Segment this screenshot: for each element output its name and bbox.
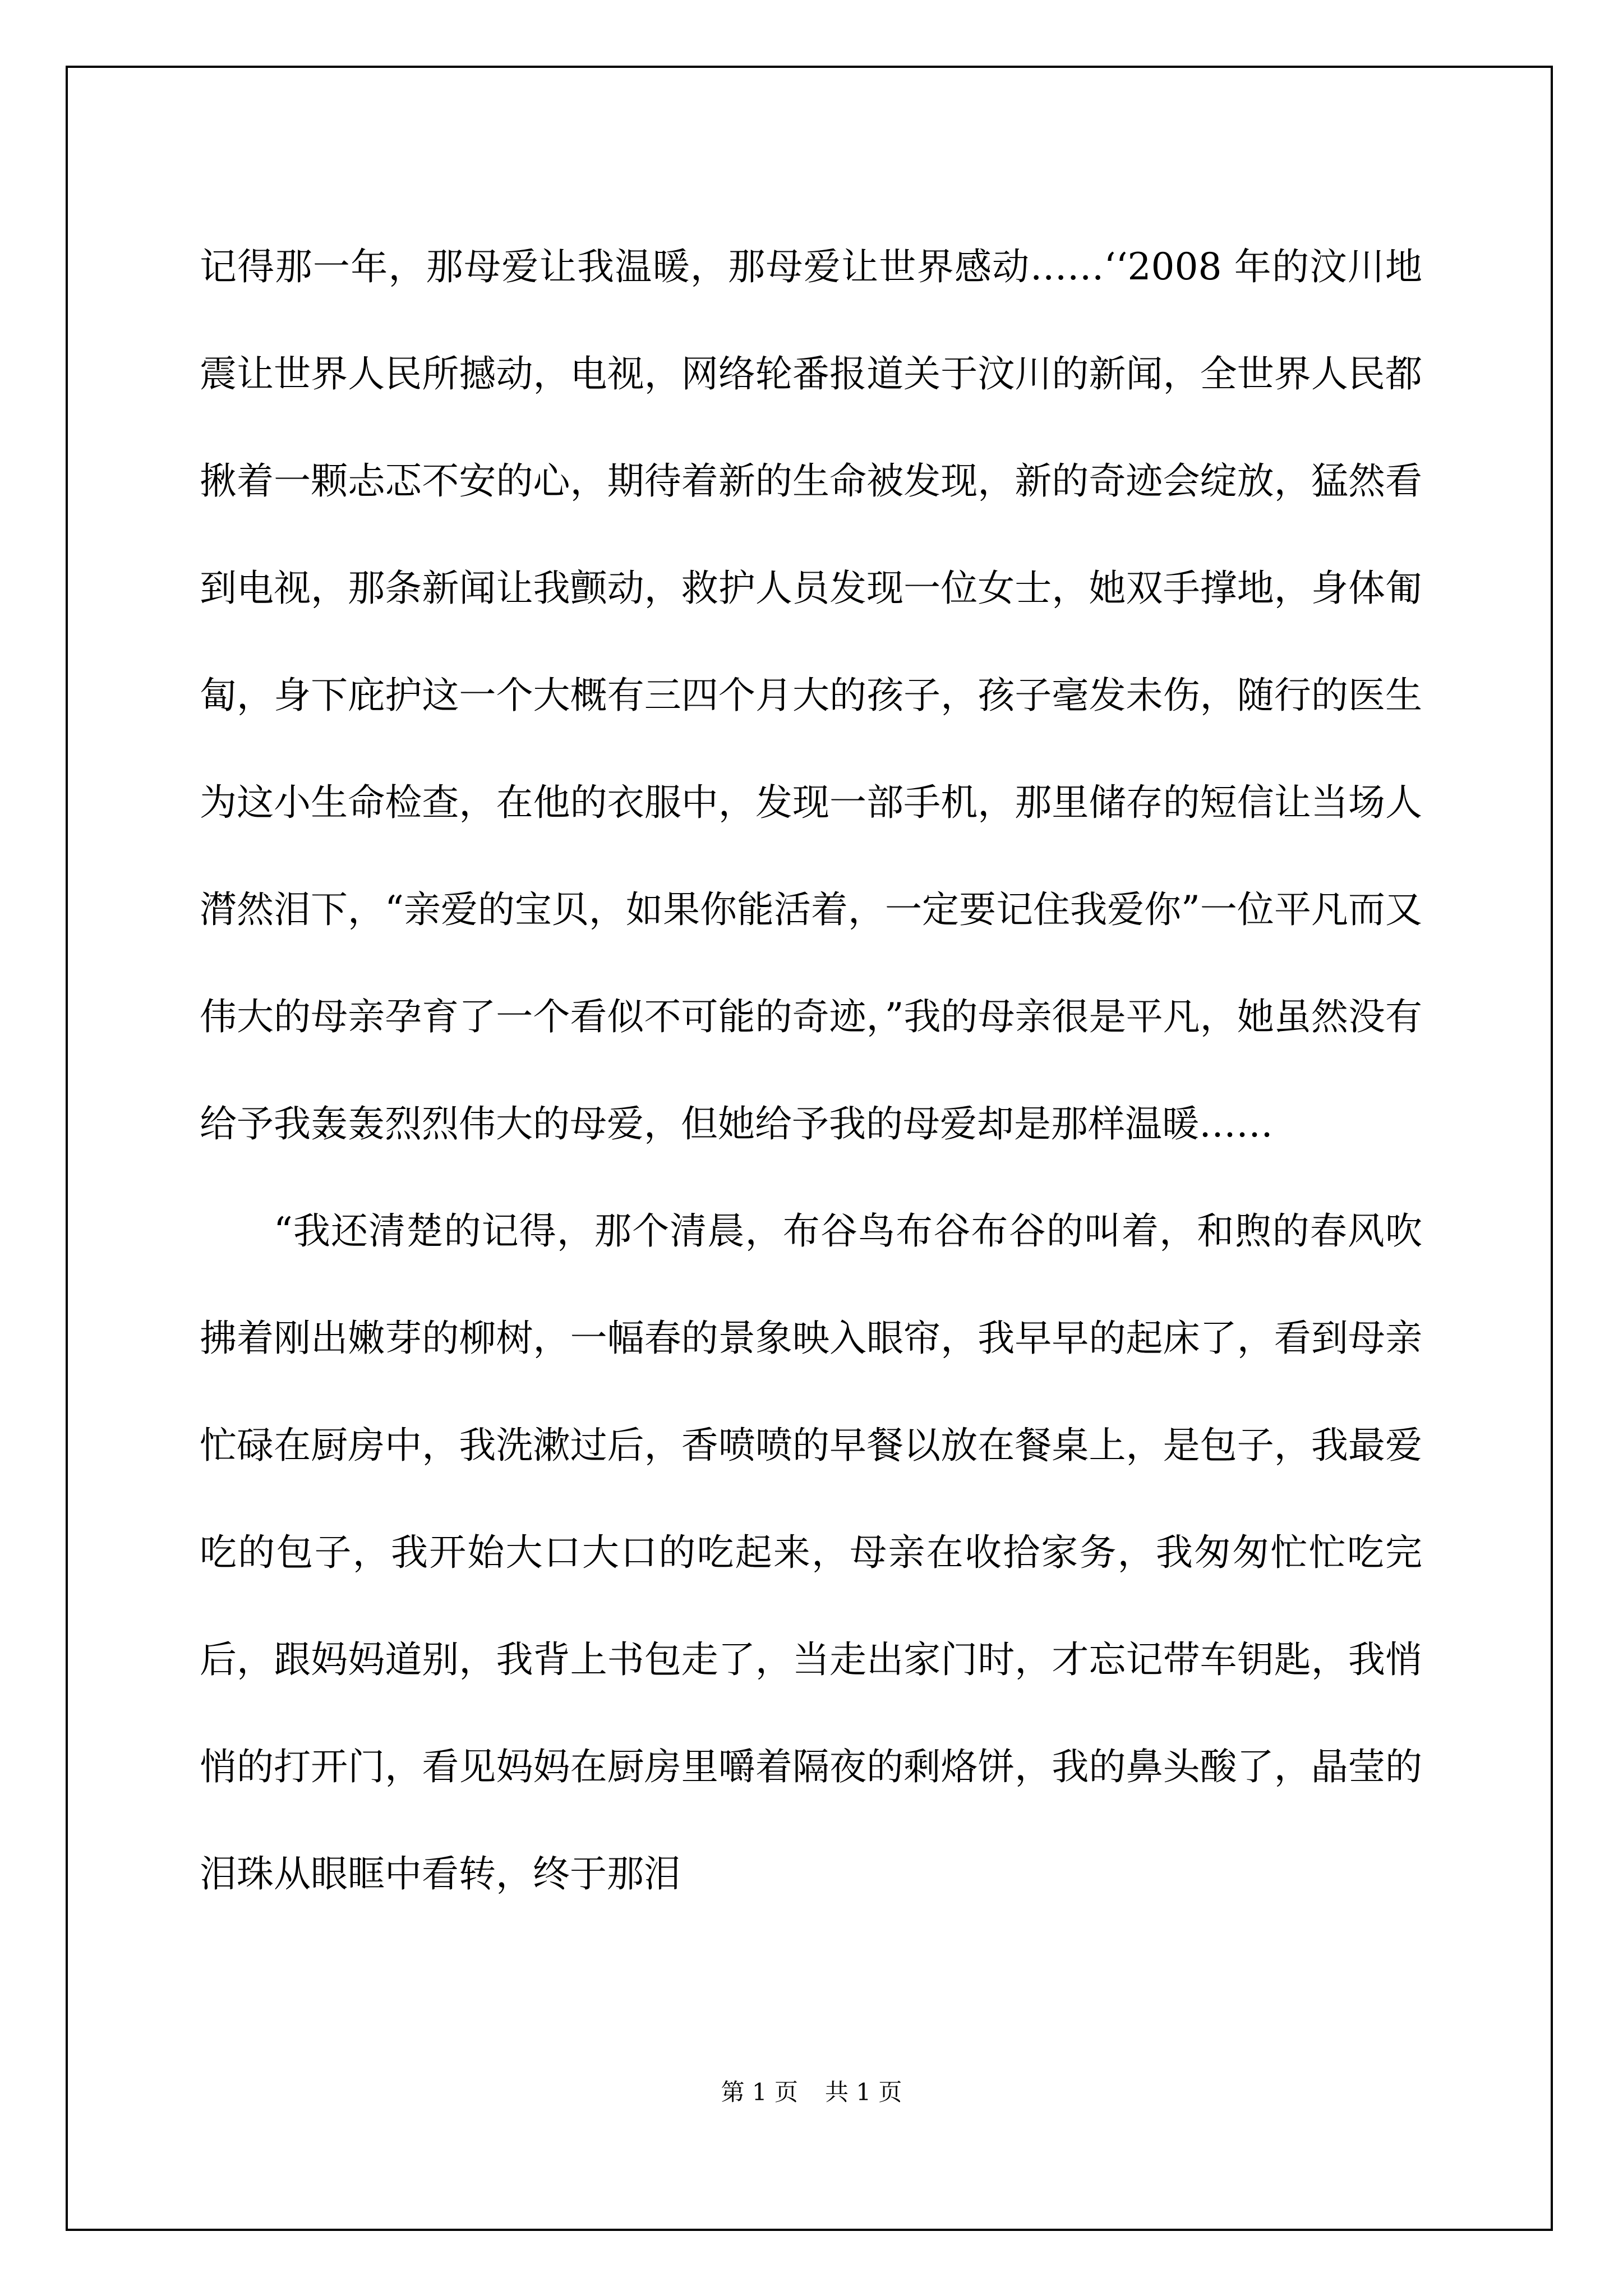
page-number: 第 1 页 bbox=[721, 2078, 798, 2106]
paragraph-1: 记得那一年，那母爱让我温暖，那母爱让世界感动……‘‘2008 年的汶川地震让世界人民所撼动，电视，网络轮番报道关于汶川的新闻，全世界人民都揪着一颗忐忑不安的心，期待着新的生命被发现，新的奇迹会绽放，猛然看到电视，那条新闻让我颤动，救护人员发现一位女士，她双手撑地，身体匍匐，身下庇护这一个大概有三四个月大的孩子，孩子毫发未伤，随行的医生为这小生命检查，在他的衣服中，发现一部手机，那里储存的短信让当场人潸然泪下，“亲爱的宝贝，如果你能活着，一定要记住我爱你”一位平凡而又伟大的母亲孕育了一个看似不可能的奇迹，”我的母亲很是平凡，她虽然没有给予我轰轰烈烈伟大的母爱，但她给予我的母爱却是那样温暖…… bbox=[200, 245, 1422, 1145]
document-body bbox=[200, 213, 1422, 1927]
paragraph-2: “我还清楚的记得，那个清晨，布谷鸟布谷布谷的叫着，和煦的春风吹拂着刚出嫩芽的柳树，一幅春的景象映入眼帘，我早早的起床了，看到母亲忙碌在厨房中，我洗漱过后，香喷喷的早餐以放在餐桌上，是包子，我最爱吃的包子，我开始大口大口的吃起来，母亲在收拾家务，我匆匆忙忙吃完后，跟妈妈道别，我背上书包走了，当走出家门时，才忘记带车钥匙，我悄悄的打开门，看见妈妈在厨房里嚼着隔夜的剩烙饼，我的鼻头酸了，晶莹的泪珠从眼眶中看转，终于那泪 bbox=[200, 1209, 1422, 1895]
page-footer bbox=[0, 2076, 1623, 2109]
page-total: 共 1 页 bbox=[825, 2078, 902, 2106]
